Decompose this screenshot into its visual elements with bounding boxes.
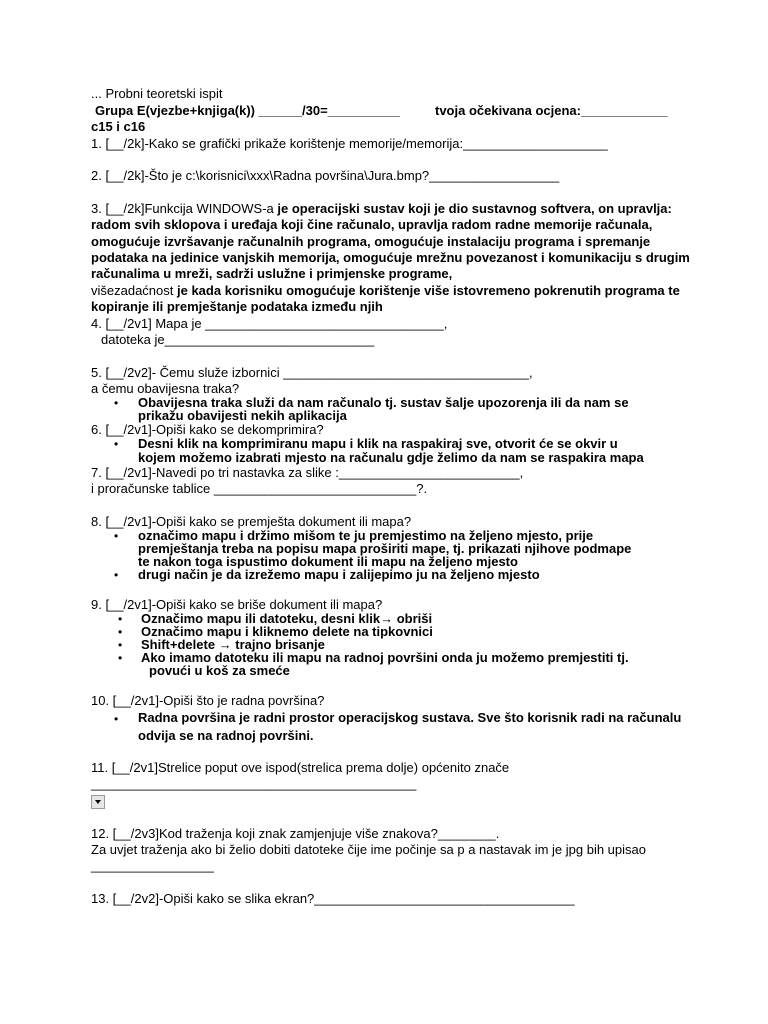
question-9-answer: Ako imamo datoteku ili mapu na radnoj površini onda ju možemo premjestiti tj.	[141, 650, 629, 665]
expected-grade-line: tvoja očekivana ocjena:____________	[435, 103, 668, 118]
question-10-answer: odvija se na radnoj površini.	[138, 728, 314, 743]
question-9-answer: Označimo mapu ili datoteku, desni klik→ obriši	[141, 611, 433, 626]
bullet-icon: •	[118, 612, 123, 626]
question-7-line-1: 7. [__/2v1]-Navedi po tri nastavka za slike :_________________________,	[91, 465, 524, 480]
chapters-label: c15 i c16	[91, 119, 146, 134]
question-3-answer-line: podataka na jedinice vanjskih memorija, omogućuje mrežnu povezanost i komunikaciju s drugim	[91, 250, 690, 265]
question-6-answer: Desni klik na komprimiranu mapu i klik na raspakiraj sve, otvorit će se okvir u	[138, 436, 618, 451]
question-8-answer: premještanja treba na popisu mapa proširiti mape, tj. prikazati njihove podmape	[138, 541, 632, 556]
question-3-prefix: 3. [__/2k]Funkcija WINDOWS-a	[91, 201, 278, 216]
chevron-down-icon	[91, 795, 105, 809]
question-9-answer: Označimo mapu i kliknemo delete na tipkovnici	[141, 624, 433, 639]
question-5-line-1: 5. [__/2v2]- Čemu služe izbornici __________________________________,	[91, 365, 533, 380]
question-10-answer: Radna površina je radni prostor operacijskog sustava. Sve što korisnik radi na računalu	[138, 710, 682, 725]
question-9-line-1: 9. [__/2v1]-Opiši kako se briše dokument ili mapa?	[91, 597, 383, 612]
bullet-icon: •	[114, 529, 119, 543]
question-3-answer-line: kopiranje ili premještanje podataka između njih	[91, 299, 383, 314]
question-8-line-1: 8. [__/2v1]-Opiši kako se premješta dokument ili mapa?	[91, 514, 412, 529]
question-3-multitasking-term: višezadaćnost	[91, 283, 177, 298]
question-5-answer: prikažu obavijesti nekih aplikacija	[138, 408, 347, 423]
question-3-answer-line: radom svih sklopova i uređaja koji čine računalo, upravlja radom radne memorije računala,	[91, 217, 653, 232]
question-13-line-1: 13. [__/2v2]-Opiši kako se slika ekran?____________________________________	[91, 891, 575, 906]
question-5-line-2: a čemu obavijesna traka?	[91, 381, 240, 396]
question-6-answer: kojem možemo izabrati mjesto na računalu gdje želimo da nam se raspakira mapa	[138, 450, 644, 465]
group-score-line: Grupa E(vjezbe+knjiga(k)) ______/30=__________	[95, 103, 400, 118]
question-1: 1. [__/2k]-Kako se grafički prikaže korištenje memorije/memorija:____________________	[91, 136, 608, 151]
bullet-icon: •	[118, 651, 123, 665]
question-4-line-1: 4. [__/2v1] Mapa je _________________________________,	[91, 316, 448, 331]
question-3-answer-line: omogućuje izvršavanje računalnih programa, omogućuje instalaciju programa i spremanje	[91, 234, 651, 249]
question-4-line-2: datoteka je_____________________________	[101, 332, 375, 347]
question-9-answer: Shift+delete → trajno brisanje	[141, 637, 325, 652]
question-3-line-1	[91, 201, 672, 217]
question-7-line-2: i proračunske tablice ____________________________?.	[91, 481, 428, 496]
question-8-answer: drugi način je da izrežemo mapu i zalijepimo ju na željeno mjesto	[138, 567, 540, 582]
question-10-line-1: 10. [__/2v1]-Opiši što je radna površina?	[91, 693, 325, 708]
question-6-line-1: 6. [__/2v1]-Opiši kako se dekomprimira?	[91, 422, 324, 437]
question-12-line-2: Za uvjet traženja ako bi želio dobiti datoteke čije ime počinje sa p a nastavak im je jpg bih upisao	[91, 842, 646, 857]
question-12-line-3: _________________	[91, 858, 214, 873]
question-3-multitasking-def: je kada korisniku omogućuje korištenje više istovremeno pokrenutih programa te	[177, 283, 680, 298]
bullet-icon: •	[114, 396, 119, 410]
question-5-answer: Obavijesna traka služi da nam računalo tj. sustav šalje upozorenja ili da nam se	[138, 395, 629, 410]
question-9-answer: povući u koš za smeće	[149, 663, 290, 678]
bullet-icon: •	[118, 638, 123, 652]
question-11-line-2: _____________________________________________	[91, 776, 417, 791]
question-8-answer: te nakon toga ispustimo dokument ili mapu na željeno mjesto	[138, 554, 518, 569]
exam-title: ... Probni teoretski ispit	[91, 86, 223, 101]
question-2: 2. [__/2k]-Što je c:\korisnici\xxx\Radna površina\Jura.bmp?__________________	[91, 168, 560, 183]
bullet-icon: •	[114, 437, 119, 451]
bullet-icon: •	[118, 625, 123, 639]
question-3-answer-line: računalima u mreži, sadrži uslužne i primjenske programe,	[91, 266, 453, 281]
question-8-answer: označimo mapu i držimo mišom te ju premjestimo na željeno mjesto, prije	[138, 528, 594, 543]
question-3-answer-start: je operacijski sustav koji je dio sustavnog softvera, on upravlja:	[277, 201, 672, 216]
question-11-line-1: 11. [__/2v1]Strelice poput ove ispod(strelica prema dolje) općenito znače	[91, 760, 510, 775]
bullet-icon: •	[114, 568, 119, 582]
question-3-multitasking-line	[91, 283, 680, 299]
bullet-icon: •	[114, 712, 119, 726]
question-12-line-1: 12. [__/2v3]Kod traženja koji znak zamjenjuje više znakova?________.	[91, 826, 500, 841]
